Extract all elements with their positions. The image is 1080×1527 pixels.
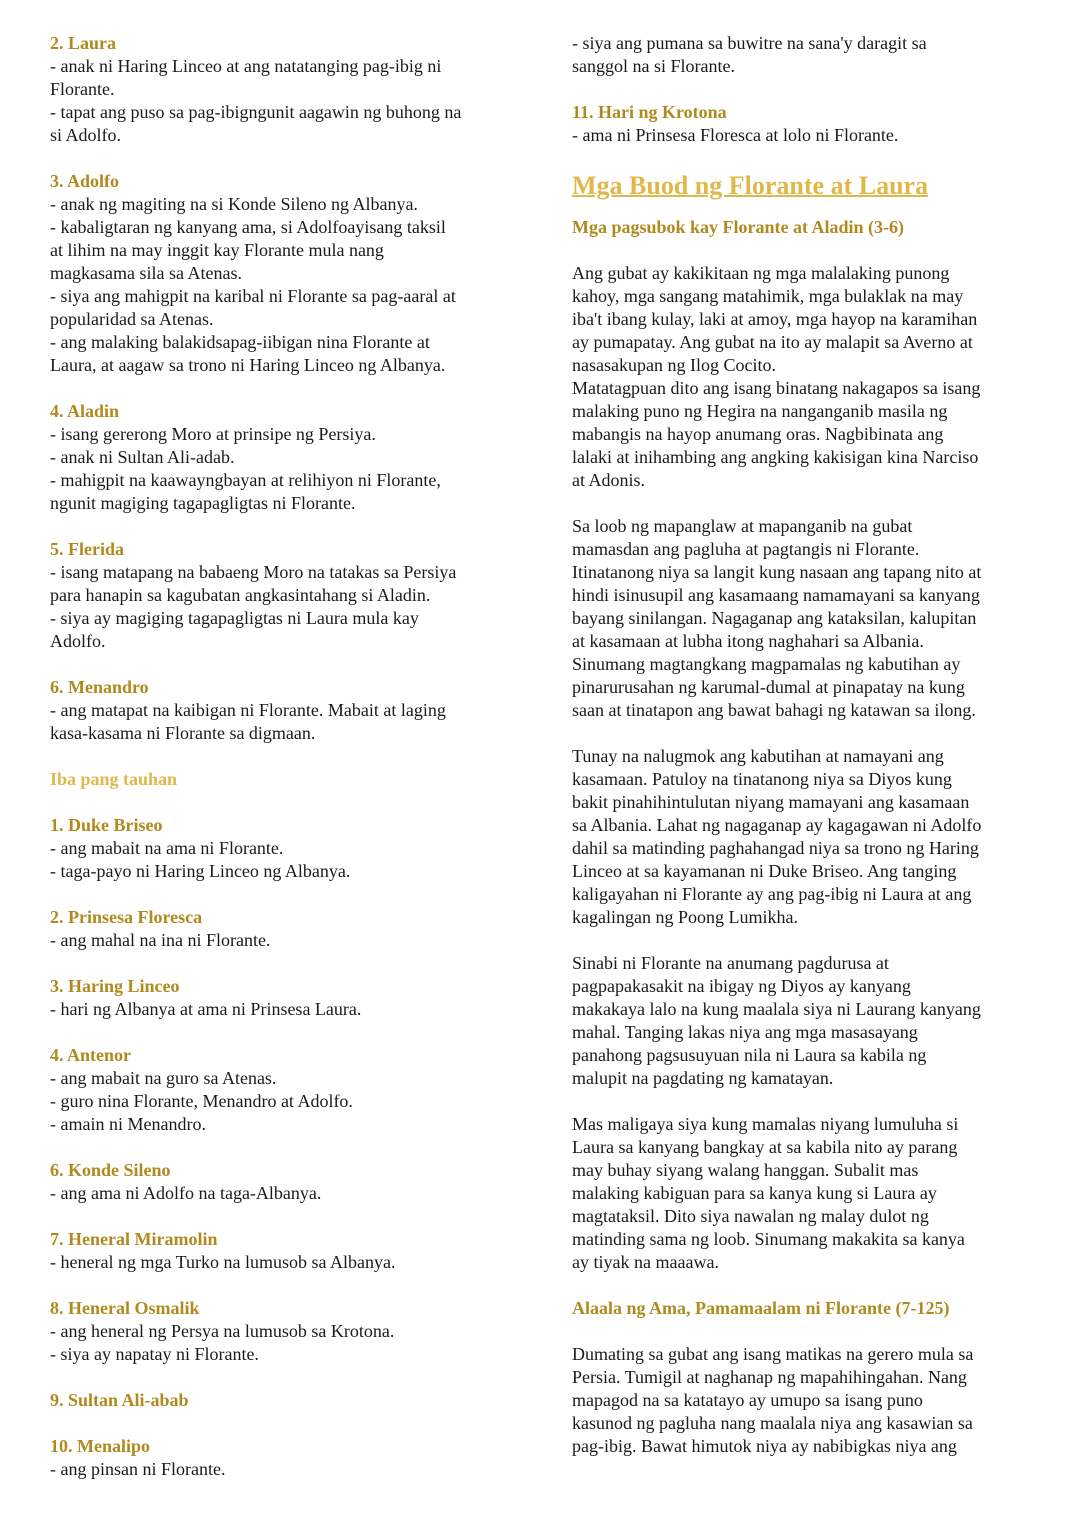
character-line: - isang gererong Moro at prinsipe ng Persiya.	[50, 424, 376, 444]
character-line: at lihim na may inggit kay Florante mula nang	[50, 240, 384, 260]
paragraph-line: lalaki at inihambing ang angking kakisigan kina Narciso	[572, 447, 979, 467]
character-line: - ang ama ni Adolfo na taga-Albanya.	[50, 1183, 322, 1203]
paragraph-line: panahong pagsusuyuan nila ni Laura sa kabila ng	[572, 1045, 927, 1065]
character-line: sanggol na si Florante.	[572, 56, 735, 76]
character-line: Adolfo.	[50, 631, 106, 651]
paragraph-line: Tunay na nalugmok ang kabutihan at namayani ang	[572, 746, 944, 766]
paragraph-line: pag-ibig. Bawat himutok niya ay nabibigkas niya ang	[572, 1436, 957, 1456]
paragraph-line: pinarurusahan ng karumal-dumal at pinapatay na kung	[572, 677, 965, 697]
paragraph-line: at kasamaan at lubha itong naghahari sa Albania.	[572, 631, 924, 651]
paragraph-line: ay tiyak na maaawa.	[572, 1252, 719, 1272]
paragraph-line: matinding sama ng loob. Sinumang makakita sa kanya	[572, 1229, 965, 1249]
section-title: Mga Buod ng Florante at Laura	[572, 171, 929, 200]
character-entry-heneral-osmalik	[50, 1297, 520, 1366]
character-entry-prinsesa-floresca	[50, 906, 520, 952]
character-heading: 4. Antenor	[50, 1045, 131, 1065]
paragraph	[572, 1343, 1034, 1458]
character-entry-laura	[50, 32, 520, 147]
paragraph-line: Mas maligaya siya kung mamalas niyang lumuluha si	[572, 1114, 959, 1134]
paragraph-line: saan at tinatapon ang bawat bahagi ng katawan sa ilong.	[572, 700, 976, 720]
character-line: - isang matapang na babaeng Moro na tatakas sa Persiya	[50, 562, 457, 582]
character-entry-haring-linceo	[50, 975, 520, 1021]
character-line: - guro nina Florante, Menandro at Adolfo.	[50, 1091, 353, 1111]
paragraph-line: bayang sinilangan. Nagaganap ang kataksilan, kalupitan	[572, 608, 977, 628]
paragraph-line: mabangis na hayop anumang oras. Nagbibinata ang	[572, 424, 944, 444]
paragraph-line: Sinumang magtangkang magpamalas ng kabutihan ay	[572, 654, 961, 674]
character-heading: 4. Aladin	[50, 401, 120, 421]
paragraph-line: mapagod na sa katatayo ay umupo sa isang puno	[572, 1390, 923, 1410]
character-line: - hari ng Albanya at ama ni Prinsesa Laura.	[50, 999, 362, 1019]
character-line: kasa-kasama ni Florante sa digmaan.	[50, 723, 316, 743]
paragraph-line: kasunod ng pagluha nang maalala niya ang kasawian sa	[572, 1413, 973, 1433]
character-line: ngunit magiging tagapagligtas ni Florante.	[50, 493, 356, 513]
paragraph-line: Itinatanong niya sa langit kung nasaan ang tapang nito at	[572, 562, 982, 582]
paragraph-line: Sa loob ng mapanglaw at mapanganib na gubat	[572, 516, 913, 536]
character-line: si Adolfo.	[50, 125, 122, 145]
other-characters-label: Iba pang tauhan	[50, 769, 178, 789]
character-line: - kabaligtaran ng kanyang ama, si Adolfoayisang taksil	[50, 217, 446, 237]
character-entry-menandro	[50, 676, 520, 745]
paragraph-line: malaking kabiguan para sa kanya kung si Laura ay	[572, 1183, 937, 1203]
character-heading: 5. Flerida	[50, 539, 124, 559]
character-entry-duke-briseo	[50, 814, 520, 883]
character-line: - ang mabait na guro sa Atenas.	[50, 1068, 277, 1088]
character-entry-hari-ng-krotona	[572, 101, 1034, 147]
character-line: - siya ang pumana sa buwitre na sana'y daragit sa	[572, 33, 927, 53]
character-line: popularidad sa Atenas.	[50, 309, 214, 329]
character-line: Laura, at aagaw sa trono ni Haring Linceo ng Albanya.	[50, 355, 446, 375]
character-line: - siya ang mahigpit na karibal ni Florante sa pag-aaral at	[50, 286, 456, 306]
character-heading: 3. Haring Linceo	[50, 976, 180, 996]
paragraph-line: kagalingan ng Poong Lumikha.	[572, 907, 798, 927]
paragraph-line: kasamaan. Patuloy na tinatanong niya sa Diyos kung	[572, 769, 952, 789]
character-line: - ang heneral ng Persya na lumusob sa Krotona.	[50, 1321, 395, 1341]
character-line: - ang matapat na kaibigan ni Florante. Mabait at laging	[50, 700, 446, 720]
character-heading: 10. Menalipo	[50, 1436, 151, 1456]
right-column	[572, 32, 1034, 1481]
paragraph-line: pagpapakasakit na ibigay ng Diyos ay kanyang	[572, 976, 911, 996]
character-line: - siya ay magiging tagapagligtas ni Laura mula kay	[50, 608, 419, 628]
character-line: - ang mahal na ina ni Florante.	[50, 930, 271, 950]
character-line: - amain ni Menandro.	[50, 1114, 206, 1134]
paragraph	[572, 952, 1034, 1090]
character-entry-heneral-miramolin	[50, 1228, 520, 1274]
character-line: - mahigpit na kaawayngbayan at relihiyon ni Florante,	[50, 470, 441, 490]
character-entry-flerida	[50, 538, 520, 653]
character-heading: 6. Konde Sileno	[50, 1160, 171, 1180]
character-line: - anak ni Haring Linceo at ang natatanging pag-ibig ni	[50, 56, 442, 76]
character-line: - ama ni Prinsesa Floresca at lolo ni Florante.	[572, 125, 899, 145]
paragraph-line: at Adonis.	[572, 470, 646, 490]
paragraph-line: Linceo at sa kayamanan ni Duke Briseo. Ang tanging	[572, 861, 957, 881]
paragraph-line: malupit na pagdating ng kamatayan.	[572, 1068, 834, 1088]
paragraph	[572, 1113, 1034, 1274]
character-line: para hanapin sa kagubatan angkasintahang si Aladin.	[50, 585, 431, 605]
paragraph	[572, 262, 1034, 492]
paragraph-line: dahil sa matinding paghahangad niya sa trono ng Haring	[572, 838, 979, 858]
paragraph-line: makakaya lalo na kung maalala siya ni Laurang kanyang	[572, 999, 981, 1019]
paragraph-line: iba't ibang kulay, laki at amoy, mga hayop na karamihan	[572, 309, 978, 329]
character-entry-sultan-ali-abab	[50, 1389, 520, 1412]
character-line: - anak ng magiting na si Konde Sileno ng Albanya.	[50, 194, 418, 214]
paragraph-line: bakit pinahihintulutan niyang mamayani ang kasamaan	[572, 792, 970, 812]
character-heading: 1. Duke Briseo	[50, 815, 163, 835]
character-entry-menalipo	[50, 1435, 520, 1481]
paragraph-line: Dumating sa gubat ang isang matikas na gerero mula sa	[572, 1344, 974, 1364]
paragraph-line: Persia. Tumigil at naghanap ng mapahihingahan. Nang	[572, 1367, 967, 1387]
paragraph-line: kahoy, mga sangang matahimik, mga bulaklak na may	[572, 286, 964, 306]
paragraph-line: Laura sa kanyang bangkay at sa kabila nito ay parang	[572, 1137, 958, 1157]
paragraph-line: mahal. Tanging lakas niya ang mga masasayang	[572, 1022, 918, 1042]
paragraph-line: may buhay siyang walang hanggan. Subalit mas	[572, 1160, 919, 1180]
left-column	[50, 32, 520, 1504]
character-line: - heneral ng mga Turko na lumusob sa Albanya.	[50, 1252, 396, 1272]
character-heading: 2. Prinsesa Floresca	[50, 907, 203, 927]
character-entry-aladin	[50, 400, 520, 515]
paragraph-line: Matatagpuan dito ang isang binatang nakagapos sa isang	[572, 378, 981, 398]
character-line: - taga-payo ni Haring Linceo ng Albanya.	[50, 861, 351, 881]
character-line: - ang malaking balakidsapag-iibigan nina Florante at	[50, 332, 430, 352]
character-heading: 2. Laura	[50, 33, 117, 53]
paragraph-line: magtataksil. Dito siya nawalan ng malay dulot ng	[572, 1206, 929, 1226]
character-line: - siya ay napatay ni Florante.	[50, 1344, 259, 1364]
character-heading: 3. Adolfo	[50, 171, 120, 191]
character-line: - ang mabait na ama ni Florante.	[50, 838, 284, 858]
paragraph-line: Sinabi ni Florante na anumang pagdurusa at	[572, 953, 889, 973]
character-entry-konde-sileno	[50, 1159, 520, 1205]
paragraph	[572, 745, 1034, 929]
paragraph-line: ay pumapatay. Ang gubat na ito ay malapit sa Averno at	[572, 332, 973, 352]
character-entry-antenor	[50, 1044, 520, 1136]
character-line: magkasama sila sa Atenas.	[50, 263, 242, 283]
paragraph-line: sa Albania. Lahat ng nagaganap ay kagagawan ni Adolfo	[572, 815, 982, 835]
paragraph-line: hindi isinusupil ang kasamaang namamayani sa kanyang	[572, 585, 980, 605]
character-heading: 11. Hari ng Krotona	[572, 102, 727, 122]
character-line: - anak ni Sultan Ali-adab.	[50, 447, 235, 467]
character-heading: 7. Heneral Miramolin	[50, 1229, 218, 1249]
character-line: - tapat ang puso sa pag-ibigngunit aagawin ng buhong na	[50, 102, 462, 122]
paragraph-line: kaligayahan ni Florante ay ang pag-ibig ni Laura at ang	[572, 884, 972, 904]
character-entry-adolfo	[50, 170, 520, 377]
paragraph-line: nasasakupan ng Ilog Cocito.	[572, 355, 776, 375]
character-heading: 6. Menandro	[50, 677, 149, 697]
paragraph-line: mamasdan ang pagluha at pagtangis ni Florante.	[572, 539, 920, 559]
paragraph-line: malaking puno ng Hegira na nanganganib masila ng	[572, 401, 948, 421]
continued-entry	[572, 32, 1034, 78]
character-heading: 9. Sultan Ali-abab	[50, 1390, 189, 1410]
character-line: - ang pinsan ni Florante.	[50, 1459, 226, 1479]
paragraph-line: Ang gubat ay kakikitaan ng mga malalaking punong	[572, 263, 950, 283]
subsection-title: Alaala ng Ama, Pamamaalam ni Florante (7-125)	[572, 1298, 950, 1318]
subsection-title: Mga pagsubok kay Florante at Aladin (3-6)	[572, 217, 905, 237]
character-heading: 8. Heneral Osmalik	[50, 1298, 200, 1318]
character-line: Florante.	[50, 79, 115, 99]
paragraph	[572, 515, 1034, 722]
